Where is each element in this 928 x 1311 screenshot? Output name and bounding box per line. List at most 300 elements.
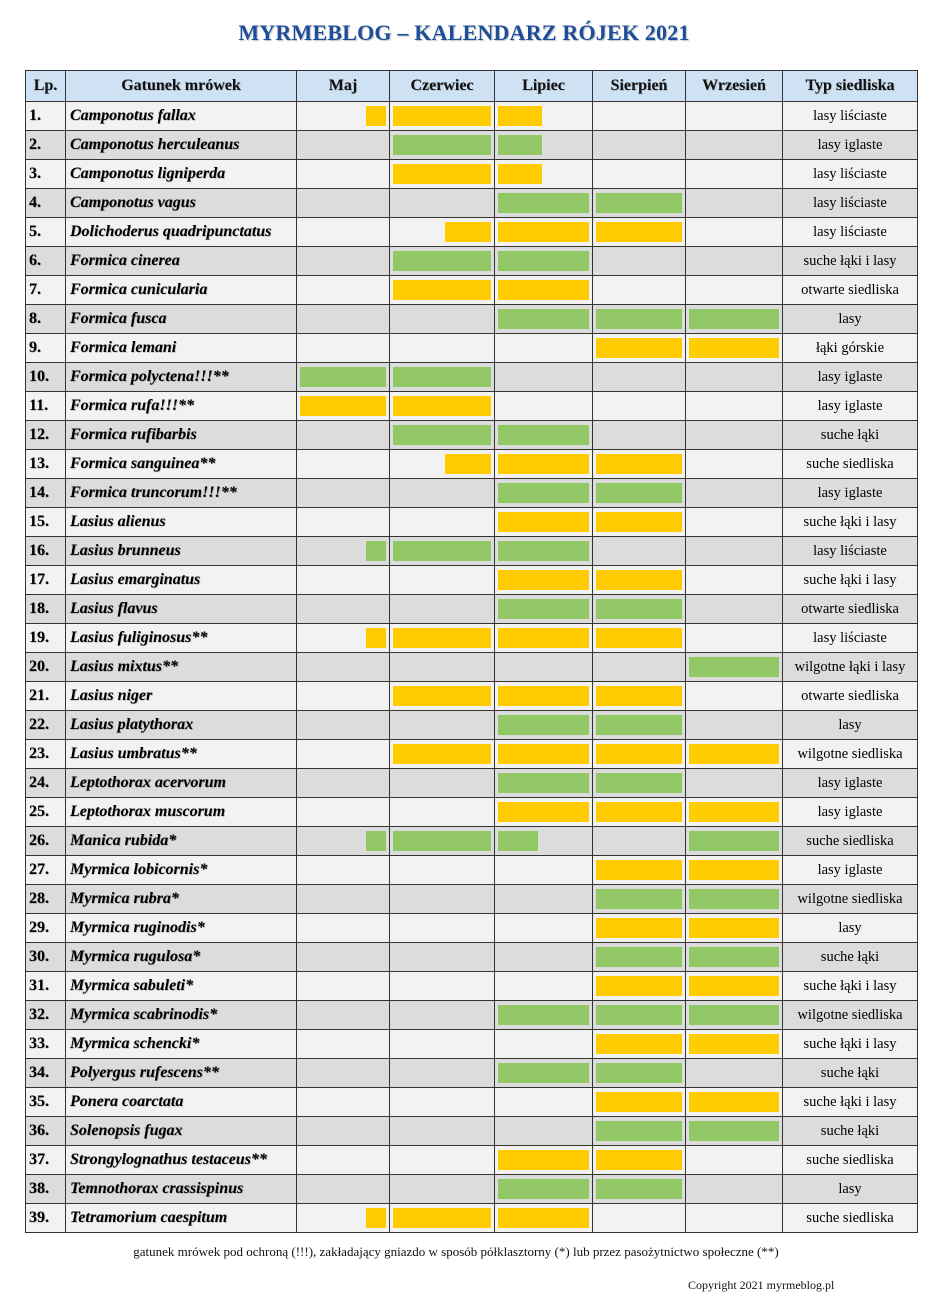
habitat-type: suche łąki i lasy: [783, 1088, 918, 1117]
month-cell-june: [390, 392, 495, 421]
swarm-bar: [689, 802, 779, 822]
row-number: 22.: [26, 711, 66, 740]
month-cell-july: [495, 827, 593, 856]
swarm-bar: [498, 628, 589, 648]
month-cell-july: [495, 769, 593, 798]
month-cell-september: [686, 102, 783, 131]
species-name: Myrmica rubra*: [66, 885, 297, 914]
swarm-bar: [393, 164, 491, 184]
swarm-bar: [596, 860, 682, 880]
month-cell-july: [495, 1117, 593, 1146]
month-cell-may: [297, 1175, 390, 1204]
month-cell-september: [686, 1146, 783, 1175]
swarm-bar: [498, 106, 542, 126]
month-cell-may: [297, 595, 390, 624]
month-cell-june: [390, 102, 495, 131]
month-cell-june: [390, 247, 495, 276]
species-name: Tetramorium caespitum: [66, 1204, 297, 1233]
month-cell-august: [593, 1059, 686, 1088]
swarm-bar: [596, 512, 682, 532]
table-row: [26, 740, 918, 769]
month-cell-june: [390, 218, 495, 247]
row-number: 34.: [26, 1059, 66, 1088]
month-cell-july: [495, 624, 593, 653]
month-cell-june: [390, 479, 495, 508]
month-cell-august: [593, 1088, 686, 1117]
month-cell-july: [495, 653, 593, 682]
month-cell-august: [593, 160, 686, 189]
habitat-type: lasy iglaste: [783, 798, 918, 827]
month-cell-may: [297, 914, 390, 943]
month-cell-may: [297, 624, 390, 653]
month-cell-july: [495, 1001, 593, 1030]
month-cell-june: [390, 508, 495, 537]
habitat-type: suche łąki: [783, 1117, 918, 1146]
habitat-type: suche łąki: [783, 943, 918, 972]
species-name: Lasius platythorax: [66, 711, 297, 740]
row-number: 38.: [26, 1175, 66, 1204]
copyright: Copyright 2021 myrmeblog.pl: [688, 1278, 835, 1292]
month-cell-september: [686, 943, 783, 972]
month-cell-july: [495, 537, 593, 566]
month-cell-may: [297, 421, 390, 450]
month-cell-july: [495, 421, 593, 450]
habitat-type: lasy liściaste: [783, 537, 918, 566]
swarm-bar: [498, 715, 589, 735]
table-row: [26, 885, 918, 914]
month-cell-july: [495, 131, 593, 160]
swarm-bar: [596, 918, 682, 938]
swarm-bar: [498, 802, 589, 822]
month-cell-july: [495, 479, 593, 508]
habitat-type: suche łąki i lasy: [783, 972, 918, 1001]
row-number: 26.: [26, 827, 66, 856]
habitat-type: suche siedliska: [783, 1204, 918, 1233]
month-cell-august: [593, 392, 686, 421]
habitat-type: lasy iglaste: [783, 856, 918, 885]
swarm-bar: [596, 628, 682, 648]
swarm-bar: [300, 396, 386, 416]
habitat-type: wilgotne siedliska: [783, 1001, 918, 1030]
swarm-bar: [689, 976, 779, 996]
month-cell-june: [390, 1146, 495, 1175]
habitat-type: otwarte siedliska: [783, 276, 918, 305]
habitat-type: wilgotne siedliska: [783, 885, 918, 914]
month-cell-july: [495, 102, 593, 131]
species-name: Myrmica ruginodis*: [66, 914, 297, 943]
table-row: [26, 421, 918, 450]
table-body: [26, 102, 918, 1233]
month-cell-may: [297, 508, 390, 537]
month-cell-august: [593, 624, 686, 653]
month-cell-august: [593, 595, 686, 624]
month-cell-may: [297, 479, 390, 508]
month-cell-july: [495, 856, 593, 885]
species-name: Strongylognathus testaceus**: [66, 1146, 297, 1175]
month-cell-july: [495, 247, 593, 276]
swarm-bar: [596, 715, 682, 735]
month-cell-august: [593, 711, 686, 740]
row-number: 21.: [26, 682, 66, 711]
month-cell-august: [593, 189, 686, 218]
row-number: 9.: [26, 334, 66, 363]
month-cell-september: [686, 1001, 783, 1030]
month-cell-september: [686, 334, 783, 363]
habitat-type: lasy iglaste: [783, 131, 918, 160]
swarm-bar: [498, 1063, 589, 1083]
habitat-type: suche siedliska: [783, 450, 918, 479]
month-cell-july: [495, 1059, 593, 1088]
habitat-type: lasy: [783, 914, 918, 943]
month-cell-july: [495, 740, 593, 769]
species-name: Lasius alienus: [66, 508, 297, 537]
table-row: [26, 305, 918, 334]
habitat-type: lasy iglaste: [783, 392, 918, 421]
swarm-bar: [393, 541, 491, 561]
swarm-bar: [596, 773, 682, 793]
month-cell-june: [390, 1059, 495, 1088]
table-row: [26, 189, 918, 218]
habitat-type: lasy iglaste: [783, 479, 918, 508]
swarm-bar: [596, 454, 682, 474]
row-number: 3.: [26, 160, 66, 189]
species-name: Lasius brunneus: [66, 537, 297, 566]
table-row: [26, 537, 918, 566]
month-cell-july: [495, 305, 593, 334]
row-number: 13.: [26, 450, 66, 479]
table-row: [26, 769, 918, 798]
month-cell-june: [390, 740, 495, 769]
row-number: 32.: [26, 1001, 66, 1030]
month-cell-september: [686, 566, 783, 595]
header-lp: Lp.: [26, 71, 66, 102]
swarm-bar: [498, 193, 589, 213]
month-cell-june: [390, 595, 495, 624]
month-cell-may: [297, 334, 390, 363]
table-row: [26, 479, 918, 508]
species-name: Dolichoderus quadripunctatus: [66, 218, 297, 247]
species-name: Formica lemani: [66, 334, 297, 363]
habitat-type: suche łąki i lasy: [783, 566, 918, 595]
month-cell-june: [390, 769, 495, 798]
row-number: 11.: [26, 392, 66, 421]
month-cell-august: [593, 1117, 686, 1146]
month-cell-august: [593, 421, 686, 450]
header-july: Lipiec: [495, 71, 593, 102]
month-cell-may: [297, 218, 390, 247]
habitat-type: suche łąki: [783, 1059, 918, 1088]
month-cell-september: [686, 131, 783, 160]
species-name: Formica truncorum!!!**: [66, 479, 297, 508]
swarm-bar: [498, 222, 589, 242]
species-name: Formica cunicularia: [66, 276, 297, 305]
species-name: Leptothorax muscorum: [66, 798, 297, 827]
month-cell-august: [593, 943, 686, 972]
swarm-bar: [445, 454, 491, 474]
species-name: Lasius umbratus**: [66, 740, 297, 769]
month-cell-august: [593, 334, 686, 363]
month-cell-august: [593, 305, 686, 334]
table-row: [26, 943, 918, 972]
swarm-bar: [445, 222, 491, 242]
month-cell-september: [686, 1088, 783, 1117]
swarm-bar: [498, 773, 589, 793]
row-number: 27.: [26, 856, 66, 885]
habitat-type: suche łąki i lasy: [783, 1030, 918, 1059]
month-cell-july: [495, 1204, 593, 1233]
species-name: Lasius emarginatus: [66, 566, 297, 595]
species-name: Myrmica schencki*: [66, 1030, 297, 1059]
swarm-bar: [596, 1121, 682, 1141]
month-cell-july: [495, 1146, 593, 1175]
table-row: [26, 392, 918, 421]
table-row: [26, 334, 918, 363]
month-cell-may: [297, 566, 390, 595]
month-cell-september: [686, 218, 783, 247]
table-row: [26, 1204, 918, 1233]
month-cell-september: [686, 421, 783, 450]
species-name: Polyergus rufescens**: [66, 1059, 297, 1088]
month-cell-august: [593, 798, 686, 827]
swarm-bar: [596, 802, 682, 822]
habitat-type: lasy iglaste: [783, 769, 918, 798]
month-cell-june: [390, 566, 495, 595]
row-number: 24.: [26, 769, 66, 798]
habitat-type: lasy: [783, 1175, 918, 1204]
month-cell-august: [593, 247, 686, 276]
month-cell-may: [297, 131, 390, 160]
row-number: 29.: [26, 914, 66, 943]
month-cell-august: [593, 537, 686, 566]
row-number: 31.: [26, 972, 66, 1001]
swarm-bar: [596, 1092, 682, 1112]
month-cell-june: [390, 711, 495, 740]
swarm-bar: [498, 512, 589, 532]
month-cell-august: [593, 131, 686, 160]
month-cell-august: [593, 1146, 686, 1175]
table-row: [26, 566, 918, 595]
habitat-type: łąki górskie: [783, 334, 918, 363]
month-cell-may: [297, 392, 390, 421]
habitat-type: lasy: [783, 711, 918, 740]
month-cell-july: [495, 943, 593, 972]
swarm-bar: [689, 831, 779, 851]
swarm-bar: [596, 570, 682, 590]
table-row: [26, 508, 918, 537]
month-cell-may: [297, 798, 390, 827]
month-cell-june: [390, 1175, 495, 1204]
month-cell-may: [297, 711, 390, 740]
month-cell-may: [297, 363, 390, 392]
header-habitat: Typ siedliska: [783, 71, 918, 102]
month-cell-september: [686, 827, 783, 856]
month-cell-may: [297, 247, 390, 276]
habitat-type: otwarte siedliska: [783, 595, 918, 624]
month-cell-june: [390, 1204, 495, 1233]
month-cell-july: [495, 334, 593, 363]
month-cell-september: [686, 1204, 783, 1233]
habitat-type: lasy liściaste: [783, 102, 918, 131]
species-name: Formica cinerea: [66, 247, 297, 276]
swarm-bar: [596, 338, 682, 358]
month-cell-july: [495, 508, 593, 537]
swarm-bar: [498, 251, 589, 271]
species-name: Leptothorax acervorum: [66, 769, 297, 798]
species-name: Myrmica rugulosa*: [66, 943, 297, 972]
month-cell-september: [686, 276, 783, 305]
species-name: Lasius mixtus**: [66, 653, 297, 682]
habitat-type: wilgotne siedliska: [783, 740, 918, 769]
row-number: 4.: [26, 189, 66, 218]
species-name: Formica rufa!!!**: [66, 392, 297, 421]
swarm-bar: [689, 657, 779, 677]
table-row: [26, 160, 918, 189]
swarm-bar: [596, 744, 682, 764]
swarm-bar: [596, 483, 682, 503]
month-cell-may: [297, 943, 390, 972]
month-cell-august: [593, 508, 686, 537]
month-cell-june: [390, 1088, 495, 1117]
row-number: 7.: [26, 276, 66, 305]
table-row: [26, 595, 918, 624]
species-name: Ponera coarctata: [66, 1088, 297, 1117]
row-number: 30.: [26, 943, 66, 972]
swarm-bar: [596, 1034, 682, 1054]
swarm-bar: [596, 309, 682, 329]
swarm-bar: [300, 367, 386, 387]
habitat-type: suche łąki i lasy: [783, 247, 918, 276]
month-cell-august: [593, 740, 686, 769]
month-cell-september: [686, 740, 783, 769]
habitat-type: suche siedliska: [783, 1146, 918, 1175]
species-name: Camponotus herculeanus: [66, 131, 297, 160]
month-cell-august: [593, 856, 686, 885]
month-cell-may: [297, 160, 390, 189]
month-cell-june: [390, 363, 495, 392]
table-row: [26, 218, 918, 247]
month-cell-august: [593, 1175, 686, 1204]
month-cell-august: [593, 682, 686, 711]
swarm-bar: [596, 1150, 682, 1170]
month-cell-september: [686, 479, 783, 508]
month-cell-september: [686, 682, 783, 711]
swarm-bar: [689, 744, 779, 764]
row-number: 25.: [26, 798, 66, 827]
month-cell-june: [390, 276, 495, 305]
month-cell-august: [593, 450, 686, 479]
month-cell-september: [686, 537, 783, 566]
swarm-bar: [498, 135, 542, 155]
month-cell-september: [686, 798, 783, 827]
month-cell-september: [686, 914, 783, 943]
species-name: Camponotus vagus: [66, 189, 297, 218]
swarm-bar: [596, 193, 682, 213]
row-number: 14.: [26, 479, 66, 508]
table-row: [26, 972, 918, 1001]
swarm-bar: [498, 744, 589, 764]
row-number: 1.: [26, 102, 66, 131]
swarm-bar: [498, 831, 538, 851]
month-cell-may: [297, 1146, 390, 1175]
month-cell-july: [495, 566, 593, 595]
swarm-bar: [393, 106, 491, 126]
month-cell-august: [593, 566, 686, 595]
swarm-bar: [596, 599, 682, 619]
swarm-bar: [498, 1005, 589, 1025]
month-cell-may: [297, 537, 390, 566]
species-name: Myrmica sabuleti*: [66, 972, 297, 1001]
month-cell-june: [390, 131, 495, 160]
table-row: [26, 914, 918, 943]
month-cell-september: [686, 508, 783, 537]
swarm-bar: [366, 541, 386, 561]
table-row: [26, 276, 918, 305]
row-number: 35.: [26, 1088, 66, 1117]
month-cell-june: [390, 827, 495, 856]
swarm-bar: [689, 889, 779, 909]
species-name: Temnothorax crassispinus: [66, 1175, 297, 1204]
swarm-bar: [393, 744, 491, 764]
table-row: [26, 624, 918, 653]
month-cell-september: [686, 1175, 783, 1204]
species-name: Lasius niger: [66, 682, 297, 711]
table-row: [26, 131, 918, 160]
species-name: Solenopsis fugax: [66, 1117, 297, 1146]
swarm-bar: [689, 918, 779, 938]
month-cell-july: [495, 276, 593, 305]
swarm-bar: [689, 1034, 779, 1054]
month-cell-may: [297, 885, 390, 914]
species-name: Formica polyctena!!!**: [66, 363, 297, 392]
footnote: gatunek mrówek pod ochroną (!!!), zakładający gniazdo w sposób półklasztorny (*) lub przez pasożytnictwo społeczne (**): [133, 1244, 779, 1259]
habitat-type: lasy liściaste: [783, 189, 918, 218]
swarm-bar: [596, 222, 682, 242]
swarm-bar: [498, 309, 589, 329]
habitat-type: suche łąki: [783, 421, 918, 450]
month-cell-may: [297, 102, 390, 131]
row-number: 33.: [26, 1030, 66, 1059]
table-row: [26, 827, 918, 856]
species-name: Lasius fuliginosus**: [66, 624, 297, 653]
species-name: Formica sanguinea**: [66, 450, 297, 479]
month-cell-may: [297, 682, 390, 711]
habitat-type: lasy: [783, 305, 918, 334]
month-cell-august: [593, 914, 686, 943]
table-row: [26, 653, 918, 682]
swarm-bar: [498, 454, 589, 474]
swarm-bar: [498, 570, 589, 590]
species-name: Lasius flavus: [66, 595, 297, 624]
habitat-type: otwarte siedliska: [783, 682, 918, 711]
row-number: 2.: [26, 131, 66, 160]
month-cell-may: [297, 769, 390, 798]
month-cell-may: [297, 1030, 390, 1059]
row-number: 39.: [26, 1204, 66, 1233]
row-number: 12.: [26, 421, 66, 450]
table-row: [26, 247, 918, 276]
month-cell-july: [495, 392, 593, 421]
header-may: Maj: [297, 71, 390, 102]
month-cell-june: [390, 972, 495, 1001]
month-cell-september: [686, 1117, 783, 1146]
swarm-bar: [498, 599, 589, 619]
row-number: 18.: [26, 595, 66, 624]
swarm-bar: [498, 541, 589, 561]
row-number: 23.: [26, 740, 66, 769]
swarm-bar: [393, 686, 491, 706]
swarm-bar: [689, 947, 779, 967]
month-cell-may: [297, 450, 390, 479]
